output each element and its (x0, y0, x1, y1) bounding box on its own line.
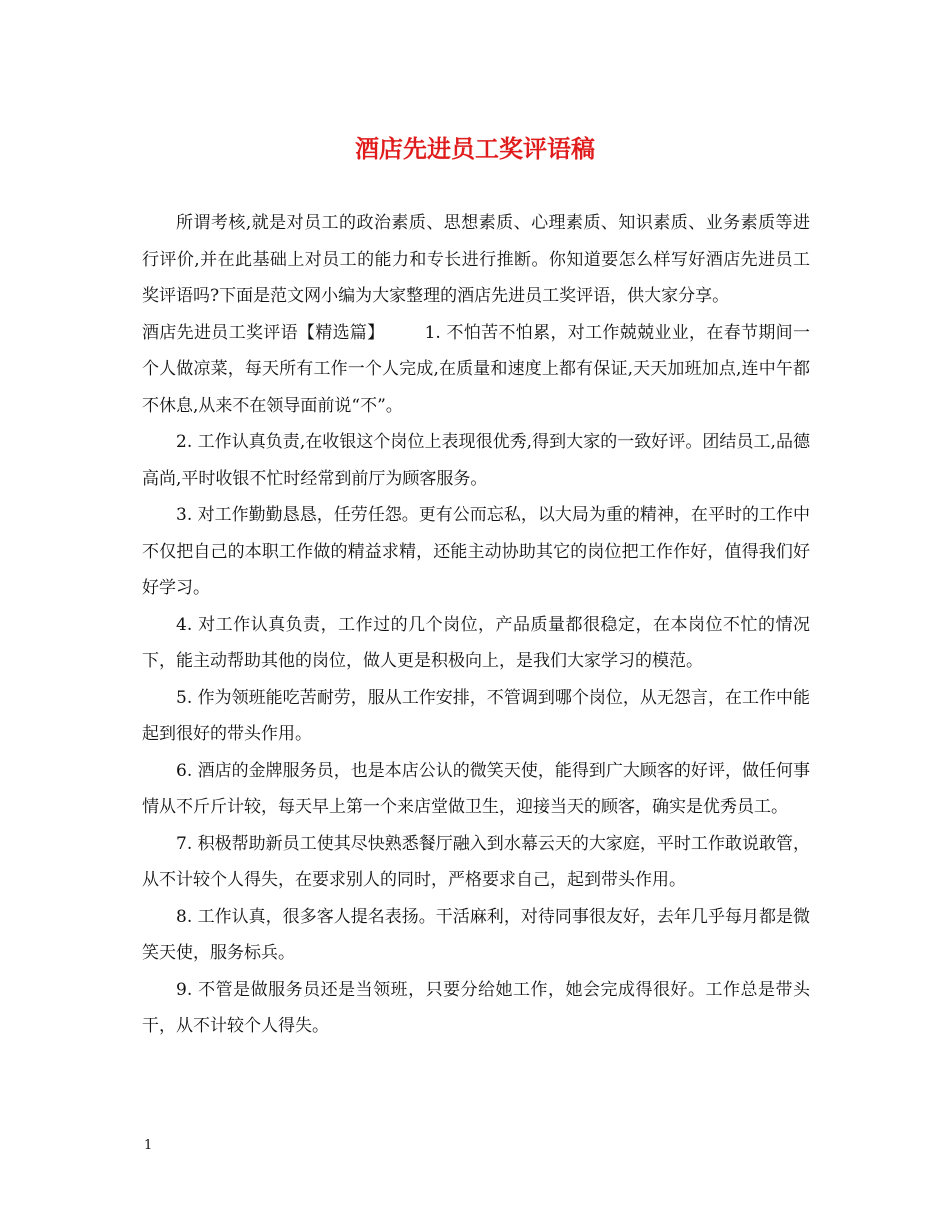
item-6: 6. 酒店的金牌服务员，也是本店公认的微笑天使，能得到广大顾客的好评，做任何事情从不斤斤计较，每天早上第一个来店堂做卫生，迎接当天的顾客，确实是优秀员工。 (142, 760, 810, 817)
document-body (142, 205, 810, 1045)
section-heading: 酒店先进员工奖评语【精选篇】 (142, 322, 385, 343)
item-8: 8. 工作认真，很多客人提名表扬。干活麻利，对待同事很友好，去年几乎每月都是微笑天使，服务标兵。 (142, 906, 810, 963)
page-number: 1 (144, 1138, 153, 1153)
item-5: 5. 作为领班能吃苦耐劳，服从工作安排，不管调到哪个岗位，从无怨言，在工作中能起到很好的带头作用。 (142, 687, 810, 744)
item-9: 9. 不管是做服务员还是当领班，只要分给她工作，她会完成得很好。工作总是带头干，从不计较个人得失。 (142, 979, 810, 1036)
item-3: 3. 对工作勤勤恳恳，任劳任怨。更有公而忘私，以大局为重的精神，在平时的工作中不仅把自己的本职工作做的精益求精，还能主动协助其它的岗位把工作作好，值得我们好好学习。 (142, 505, 810, 598)
item-2: 2. 工作认真负责,在收银这个岗位上表现很优秀,得到大家的一致好评。团结员工,品德高尚,平时收银不忙时经常到前厅为顾客服务。 (142, 432, 810, 489)
item-1: 1. 不怕苦不怕累，对工作兢兢业业，在春节期间一个人做凉菜，每天所有工作一个人完成,在质量和速度上都有保证,天天加班加点,连中午都不休息,从来不在领导面前说“不”。 (142, 322, 811, 416)
intro-paragraph: 所谓考核,就是对员工的政治素质、思想素质、心理素质、知识素质、业务素质等进行评价,并在此基础上对员工的能力和专长进行推断。你知道要怎么样写好酒店先进员工奖评语吗?下面是范文网小编为大家整理的酒店先进员工奖评语，供大家分享。 (142, 213, 810, 306)
document-title: 酒店先进员工奖评语稿 (355, 134, 595, 163)
section-paragraph (142, 315, 810, 425)
item-4: 4. 对工作认真负责，工作过的几个岗位，产品质量都很稳定，在本岗位不忙的情况下，能主动帮助其他的岗位，做人更是积极向上，是我们大家学习的模范。 (142, 614, 810, 671)
item-7: 7. 积极帮助新员工使其尽快熟悉餐厅融入到水幕云天的大家庭，平时工作敢说敢管，从不计较个人得失，在要求别人的同时，严格要求自己，起到带头作用。 (142, 833, 810, 890)
